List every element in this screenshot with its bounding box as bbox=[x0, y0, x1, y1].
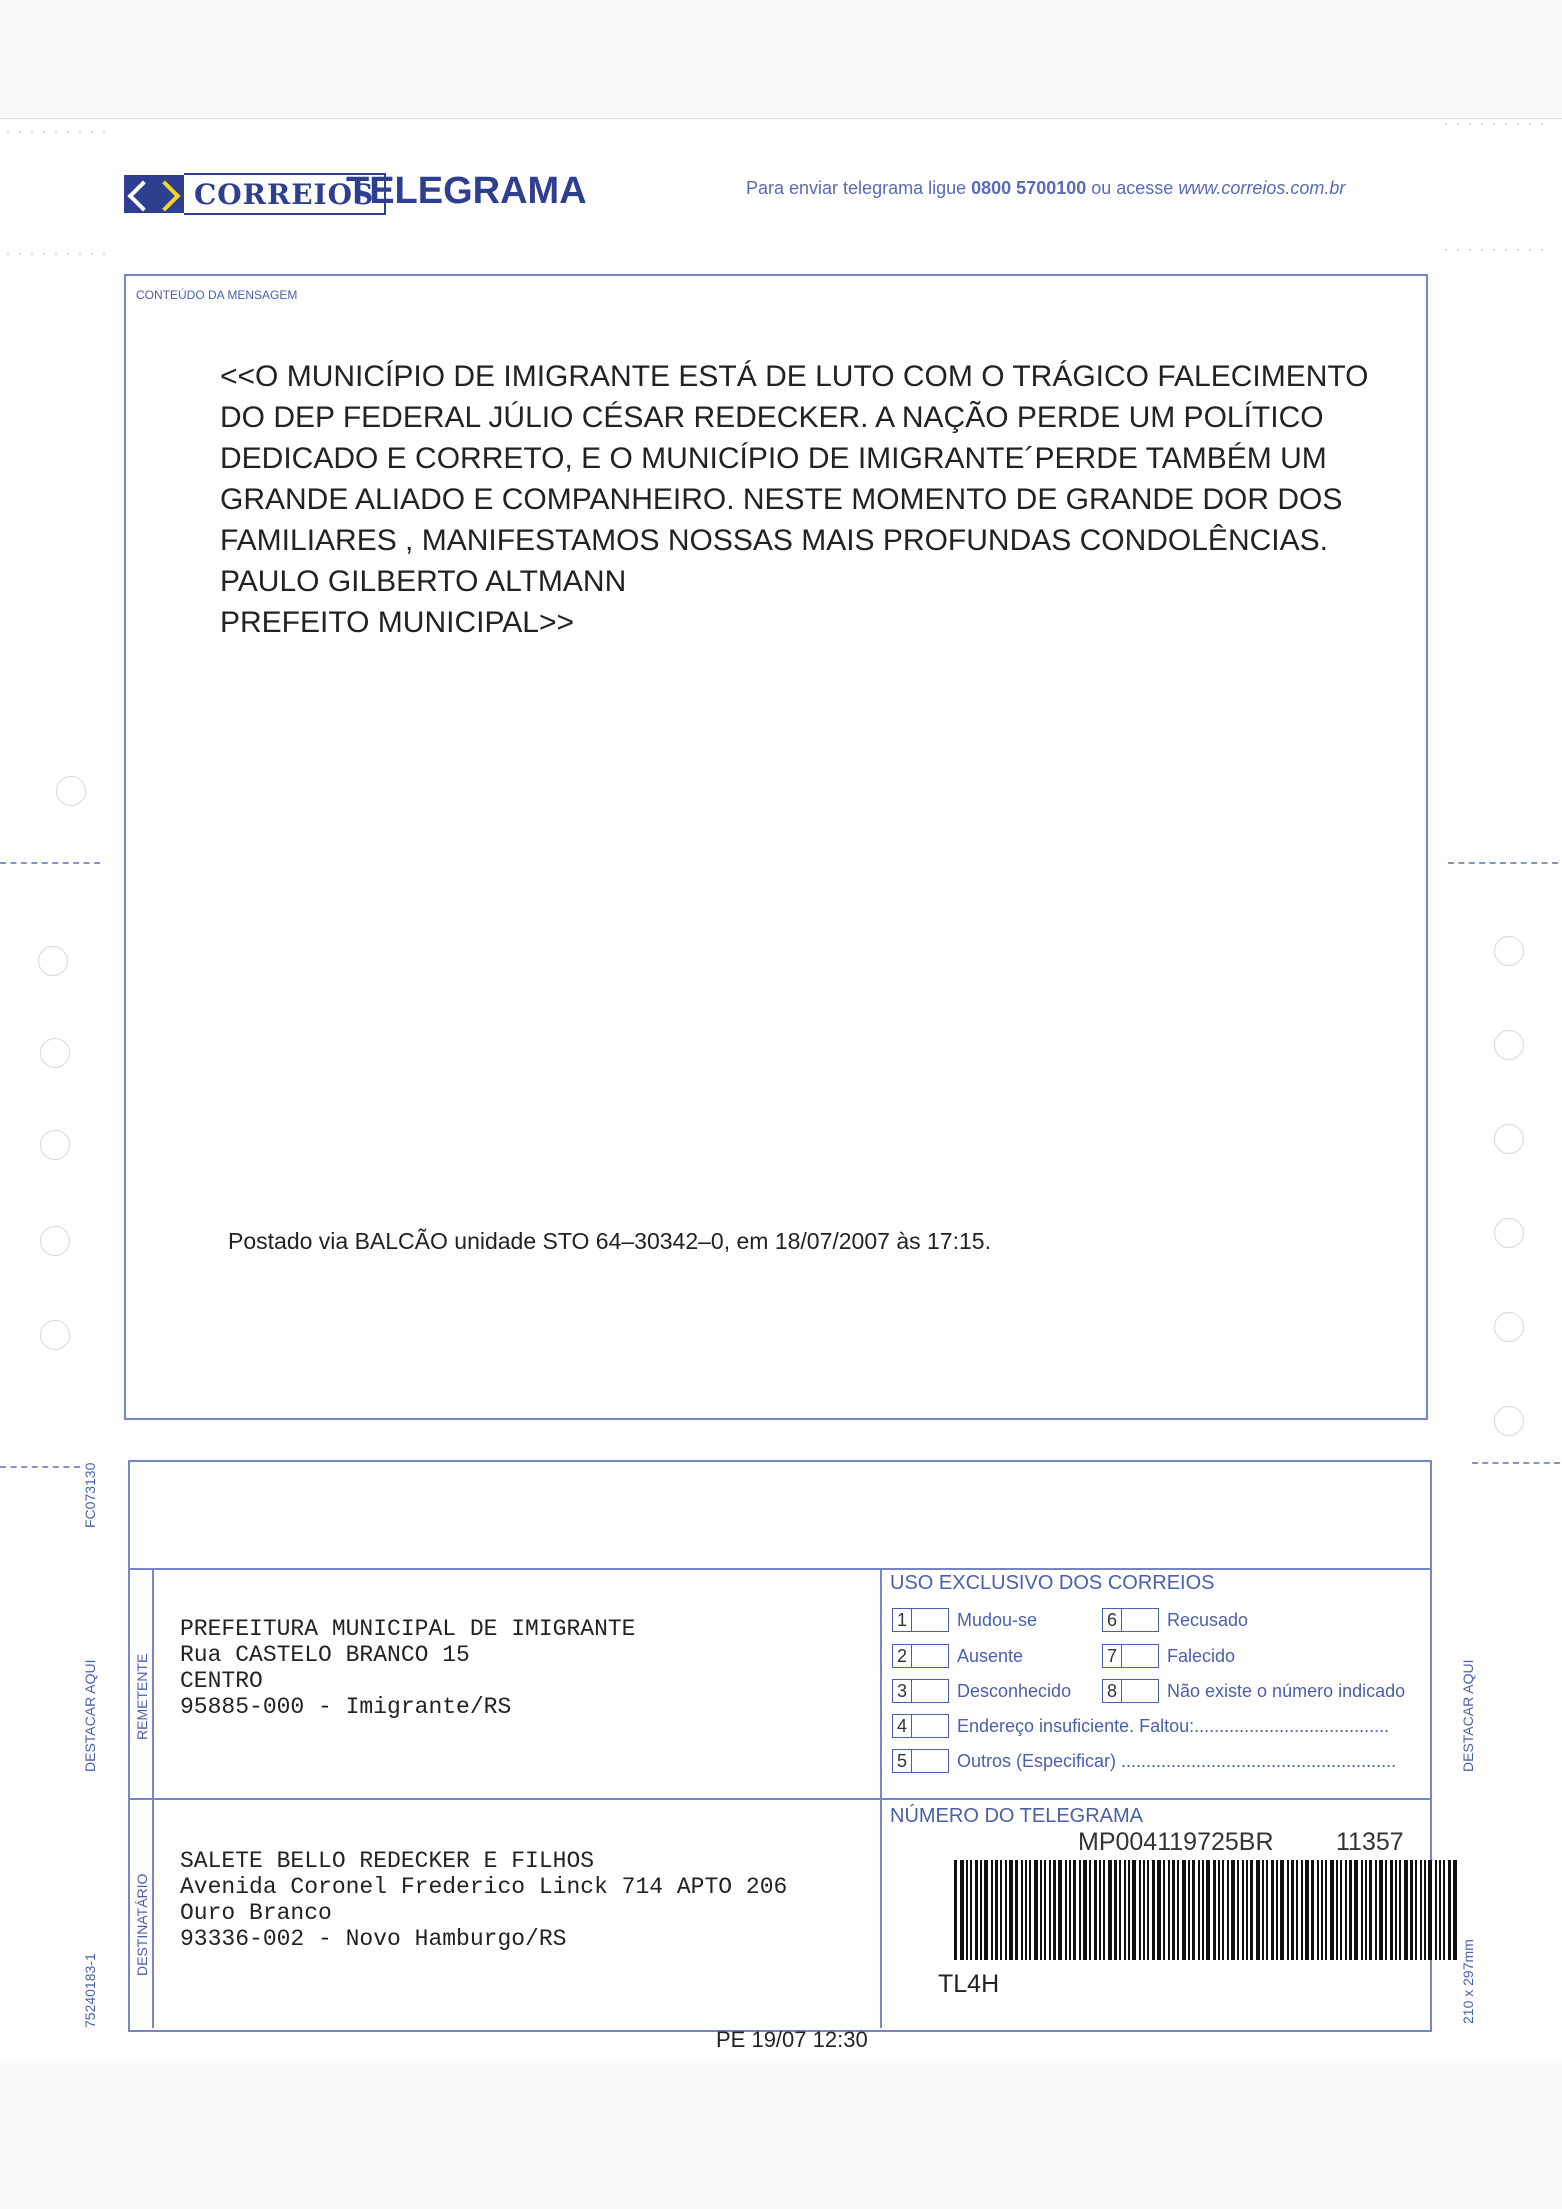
barcode-bar bbox=[1128, 1860, 1130, 1960]
barcode-bar bbox=[954, 1860, 957, 1960]
perforation-dots: ········· bbox=[1444, 242, 1552, 256]
message-box bbox=[124, 274, 1428, 1420]
barcode-bar bbox=[980, 1860, 982, 1960]
tear-line bbox=[0, 1466, 80, 1468]
barcode-bar bbox=[1053, 1860, 1056, 1960]
barcode-bar bbox=[1345, 1860, 1347, 1960]
perforation-dots: ········· bbox=[6, 124, 114, 138]
barcode-bar bbox=[1276, 1860, 1278, 1960]
barcode-bar bbox=[1256, 1860, 1260, 1960]
punch-hole bbox=[56, 776, 86, 806]
option-checkbox[interactable] bbox=[1122, 1608, 1159, 1632]
barcode-bar bbox=[1124, 1860, 1126, 1960]
sender-line: Rua CASTELO BRANCO 15 bbox=[180, 1642, 470, 1668]
barcode-bar bbox=[1250, 1860, 1253, 1960]
option-checkbox[interactable] bbox=[912, 1644, 949, 1668]
document-title: TELEGRAMA bbox=[346, 170, 587, 212]
barcode-bar bbox=[1163, 1860, 1165, 1960]
barcode-bar bbox=[1069, 1860, 1071, 1960]
row-divider bbox=[130, 1798, 1430, 1800]
barcode-bar bbox=[1385, 1860, 1387, 1960]
barcode-bar bbox=[1139, 1860, 1141, 1960]
column-divider bbox=[880, 1568, 882, 2028]
recipient-address bbox=[180, 1848, 787, 1952]
message-line: GRANDE ALIADO E COMPANHEIRO. NESTE MOMENTO DE GRANDE DOR DOS bbox=[220, 483, 1343, 516]
barcode-bar bbox=[1044, 1860, 1046, 1960]
barcode-bar bbox=[966, 1860, 968, 1960]
barcode-bar bbox=[1443, 1860, 1445, 1960]
barcode-bar bbox=[1000, 1860, 1002, 1960]
detach-here-left: DESTACAR AQUI bbox=[82, 1659, 98, 1772]
barcode-bar bbox=[1073, 1860, 1076, 1960]
recipient-line: Avenida Coronel Frederico Linck 714 APTO 206 bbox=[180, 1874, 788, 1900]
barcode-bar bbox=[1369, 1860, 1372, 1960]
barcode-bar bbox=[1354, 1860, 1358, 1960]
paper-size: 210 x 297mm bbox=[1460, 1939, 1476, 2024]
tear-line bbox=[0, 862, 100, 864]
sender-address bbox=[180, 1616, 635, 1720]
barcode-bar bbox=[1094, 1860, 1097, 1960]
barcode-bar bbox=[1379, 1860, 1383, 1960]
barcode-bar bbox=[960, 1860, 964, 1960]
punch-hole bbox=[1494, 1406, 1524, 1436]
barcode-bar bbox=[1246, 1860, 1248, 1960]
barcode-bar bbox=[1266, 1860, 1268, 1960]
barcode-bar bbox=[1349, 1860, 1352, 1960]
barcode-bar bbox=[1325, 1860, 1327, 1960]
barcode-bar bbox=[1420, 1860, 1422, 1960]
barcode-bar bbox=[1108, 1860, 1112, 1960]
barcode-bar bbox=[1291, 1860, 1294, 1960]
phone-number: 0800 5700100 bbox=[971, 178, 1087, 198]
barcode-bar bbox=[1365, 1860, 1367, 1960]
sender-line: 95885-000 - Imigrante/RS bbox=[180, 1694, 512, 1720]
barcode-bar bbox=[1336, 1860, 1338, 1960]
option-checkbox[interactable] bbox=[912, 1714, 949, 1738]
sender-line: PREFEITURA MUNICIPAL DE IMIGRANTE bbox=[180, 1616, 636, 1642]
barcode-bar bbox=[1065, 1860, 1067, 1960]
recipient-tag: DESTINATÁRIO bbox=[134, 1873, 150, 1976]
option-checkbox[interactable] bbox=[1122, 1679, 1159, 1703]
telegram-number-title: NÚMERO DO TELEGRAMA bbox=[890, 1805, 1143, 1827]
barcode-bar bbox=[1237, 1860, 1239, 1960]
option-desconhecido[interactable]: 3 Desconhecido bbox=[892, 1679, 1071, 1703]
barcode-bar bbox=[1361, 1860, 1363, 1960]
barcode-bar bbox=[1015, 1860, 1018, 1960]
tag-column-divider bbox=[152, 1568, 154, 2028]
detach-here-right: DESTACAR AQUI bbox=[1460, 1659, 1476, 1772]
barcode-bar bbox=[1404, 1860, 1408, 1960]
option-endereco-insuficiente[interactable]: 4 Endereço insuficiente. Faltou:....................................... bbox=[892, 1714, 1389, 1738]
barcode-bar bbox=[1021, 1860, 1023, 1960]
barcode-bar bbox=[1231, 1860, 1235, 1960]
message-line: FAMILIARES , MANIFESTAMOS NOSSAS MAIS PROFUNDAS CONDOLÊNCIAS. bbox=[220, 524, 1328, 557]
option-checkbox[interactable] bbox=[912, 1749, 949, 1773]
message-line: PAULO GILBERTO ALTMANN bbox=[220, 565, 627, 598]
punch-hole bbox=[38, 946, 68, 976]
barcode-bar bbox=[1192, 1860, 1195, 1960]
recipient-line: 93336-002 - Novo Hamburgo/RS bbox=[180, 1926, 567, 1952]
punch-hole bbox=[40, 1320, 70, 1350]
barcode-bar bbox=[975, 1860, 978, 1960]
barcode-bar bbox=[1435, 1860, 1437, 1960]
telegram-code: MP004119725BR bbox=[1078, 1828, 1274, 1856]
message-line: PREFEITO MUNICIPAL>> bbox=[220, 606, 574, 639]
barcode-bar bbox=[1177, 1860, 1179, 1960]
postmark-stamp: PE 19/07 12:30 bbox=[716, 2027, 868, 2052]
barcode-bar bbox=[1453, 1860, 1457, 1960]
perforation-dots: ········· bbox=[6, 246, 114, 260]
tear-line bbox=[1448, 862, 1558, 864]
option-recusado[interactable]: 6 Recusado bbox=[1102, 1608, 1248, 1632]
barcode-bar bbox=[1439, 1860, 1441, 1960]
brand-name: CORREIOS bbox=[184, 173, 386, 215]
barcode-bar bbox=[1157, 1860, 1161, 1960]
message-line: DEDICADO E CORRETO, E O MUNICÍPIO DE IMIGRANTE´PERDE TAMBÉM UM bbox=[220, 442, 1327, 475]
correios-logo-icon bbox=[124, 175, 184, 213]
barcode-bar bbox=[1198, 1860, 1200, 1960]
barcode-bar bbox=[1114, 1860, 1117, 1960]
barcode-bar bbox=[1119, 1860, 1121, 1960]
barcode-bar bbox=[1375, 1860, 1377, 1960]
barcode-bar bbox=[1415, 1860, 1417, 1960]
address-box bbox=[128, 1460, 1432, 2032]
barcode-bar bbox=[1399, 1860, 1401, 1960]
option-checkbox[interactable] bbox=[912, 1679, 949, 1703]
punch-hole bbox=[40, 1226, 70, 1256]
option-ausente[interactable]: 2 Ausente bbox=[892, 1644, 1023, 1668]
row-divider bbox=[130, 1568, 1430, 1570]
barcode-bar bbox=[1271, 1860, 1274, 1960]
barcode-bar bbox=[991, 1860, 993, 1960]
punch-hole bbox=[1494, 1124, 1524, 1154]
barcode-bar bbox=[1152, 1860, 1155, 1960]
message-content bbox=[220, 356, 1430, 643]
barcode-bar bbox=[1172, 1860, 1175, 1960]
barcode-bar bbox=[1317, 1860, 1319, 1960]
message-label: CONTEÚDO DA MENSAGEM bbox=[136, 288, 298, 302]
recipient-line: SALETE BELLO REDECKER E FILHOS bbox=[180, 1848, 595, 1874]
option-checkbox[interactable] bbox=[912, 1608, 949, 1632]
barcode-bar bbox=[1040, 1860, 1042, 1960]
barcode-bar bbox=[1025, 1860, 1027, 1960]
barcode-bar bbox=[1301, 1860, 1303, 1960]
barcode-bar bbox=[1218, 1860, 1220, 1960]
barcode-bar bbox=[1182, 1860, 1186, 1960]
barcode-bar bbox=[1029, 1860, 1031, 1960]
message-line: <<O MUNICÍPIO DE IMIGRANTE ESTÁ DE LUTO COM O TRÁGICO FALECIMENTO bbox=[220, 360, 1369, 393]
barcode-bar bbox=[1202, 1860, 1204, 1960]
option-outros[interactable]: 5 Outros (Especificar) ....................................................... bbox=[892, 1749, 1396, 1773]
barcode-bar bbox=[1103, 1860, 1105, 1960]
barcode-bar bbox=[1280, 1860, 1284, 1960]
option-nao-existe-numero[interactable]: 8 Não existe o número indicado bbox=[1102, 1679, 1405, 1703]
barcode-bar bbox=[970, 1860, 972, 1960]
barcode-bar bbox=[1049, 1860, 1051, 1960]
posted-info: Postado via BALCÃO unidade STO 64–30342–0, em 18/07/2007 às 17:15. bbox=[228, 1228, 991, 1254]
option-checkbox[interactable] bbox=[1122, 1644, 1159, 1668]
barcode-bar bbox=[1034, 1860, 1038, 1960]
barcode-bar bbox=[1448, 1860, 1451, 1960]
serial-number: 75240183-1 bbox=[82, 1953, 98, 2028]
barcode-bar bbox=[1099, 1860, 1101, 1960]
barcode-bar bbox=[1311, 1860, 1314, 1960]
barcode-bar bbox=[1213, 1860, 1216, 1960]
barcode-bar bbox=[1222, 1860, 1224, 1960]
barcode-bar bbox=[1410, 1860, 1413, 1960]
website-link: www.correios.com.br bbox=[1178, 178, 1346, 198]
barcode-bar bbox=[1340, 1860, 1342, 1960]
punch-hole bbox=[1494, 1030, 1524, 1060]
punch-hole bbox=[40, 1038, 70, 1068]
punch-hole bbox=[1494, 936, 1524, 966]
barcode-bar bbox=[1005, 1860, 1007, 1960]
option-mudou-se[interactable]: 1 Mudou-se bbox=[892, 1608, 1037, 1632]
barcode-bar bbox=[1390, 1860, 1393, 1960]
perforation-dots: ········· bbox=[1444, 116, 1552, 130]
punch-hole bbox=[40, 1130, 70, 1160]
punch-hole bbox=[1494, 1218, 1524, 1248]
barcode-bar bbox=[1147, 1860, 1149, 1960]
barcode-bar bbox=[1424, 1860, 1426, 1960]
barcode-bar bbox=[1262, 1860, 1264, 1960]
barcode-bar bbox=[995, 1860, 998, 1960]
message-line: DO DEP FEDERAL JÚLIO CÉSAR REDECKER. A NAÇÃO PERDE UM POLÍTICO bbox=[220, 401, 1324, 434]
barcode-bar bbox=[1188, 1860, 1190, 1960]
barcode-bar bbox=[1330, 1860, 1334, 1960]
barcode-bar bbox=[1079, 1860, 1081, 1960]
header-contact-info: Para enviar telegrama ligue 0800 5700100 ou acesse www.correios.com.br bbox=[746, 178, 1346, 198]
tear-line bbox=[1472, 1462, 1560, 1464]
punch-hole bbox=[1494, 1312, 1524, 1342]
barcode-bar bbox=[1305, 1860, 1309, 1960]
barcode-bar bbox=[1058, 1860, 1062, 1960]
barcode-bar bbox=[1009, 1860, 1013, 1960]
barcode-bar bbox=[1089, 1860, 1091, 1960]
form-code: FC073130 bbox=[82, 1462, 98, 1528]
route-code: TL4H bbox=[938, 1970, 1000, 1998]
barcode-bar bbox=[1206, 1860, 1210, 1960]
barcode-icon bbox=[954, 1860, 1458, 1960]
barcode-bar bbox=[1168, 1860, 1170, 1960]
sender-tag: REMETENTE bbox=[134, 1653, 150, 1740]
barcode-bar bbox=[1395, 1860, 1397, 1960]
option-falecido[interactable]: 7 Falecido bbox=[1102, 1644, 1235, 1668]
barcode-bar bbox=[1242, 1860, 1244, 1960]
barcode-bar bbox=[1428, 1860, 1432, 1960]
barcode-bar bbox=[1287, 1860, 1289, 1960]
telegram-extension: 11357 bbox=[1336, 1828, 1404, 1856]
recipient-line: Ouro Branco bbox=[180, 1900, 332, 1926]
barcode-bar bbox=[1296, 1860, 1298, 1960]
uso-exclusivo-title: USO EXCLUSIVO DOS CORREIOS bbox=[890, 1572, 1215, 1594]
barcode-bar bbox=[1321, 1860, 1323, 1960]
barcode-bar bbox=[1083, 1860, 1087, 1960]
barcode-bar bbox=[1143, 1860, 1145, 1960]
barcode-bar bbox=[984, 1860, 988, 1960]
sender-line: CENTRO bbox=[180, 1668, 263, 1694]
barcode-bar bbox=[1132, 1860, 1136, 1960]
barcode-bar bbox=[1227, 1860, 1229, 1960]
